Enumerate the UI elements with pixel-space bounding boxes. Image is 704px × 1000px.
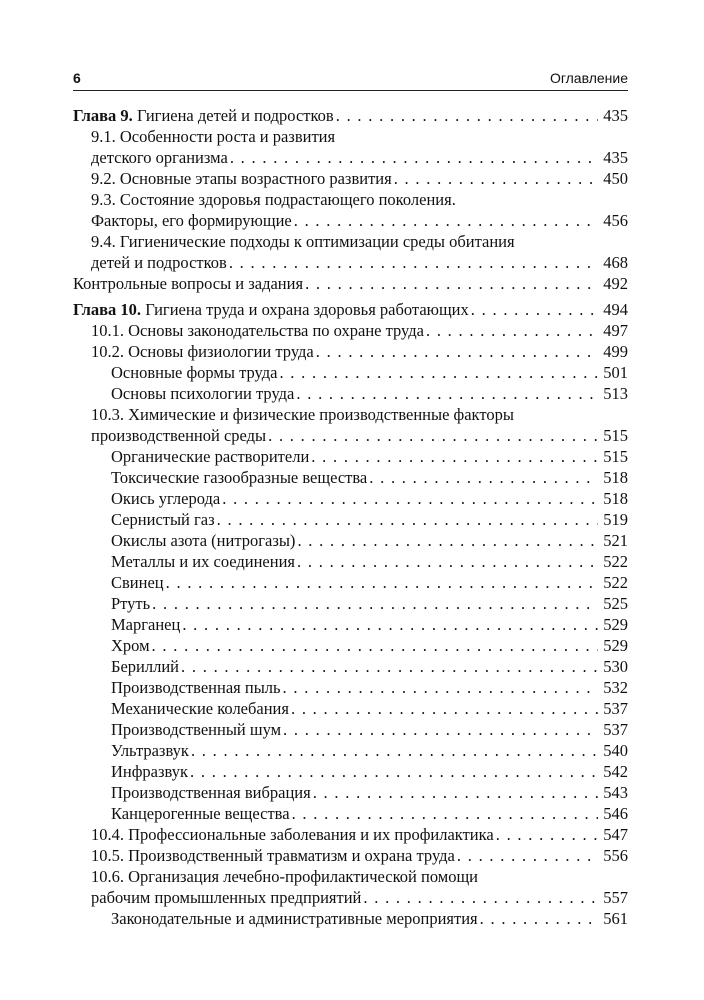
- dot-leader: [150, 593, 598, 615]
- toc-entry-title: Основные формы труда: [111, 363, 278, 382]
- toc-page-number: 456: [603, 211, 628, 230]
- toc-entry: [73, 341, 628, 363]
- chapter-label: Глава 9.: [73, 106, 133, 125]
- toc-entry-title: Бериллий: [111, 657, 180, 676]
- toc-entry: [73, 782, 628, 804]
- toc-entry: [73, 803, 628, 825]
- dot-leader: [228, 147, 598, 169]
- toc-entry-title: Токсические газообразные вещества: [111, 468, 368, 487]
- toc-page-number: 497: [603, 321, 628, 340]
- toc-entry-title: [73, 299, 469, 321]
- toc-entry-title: Инфразвук: [111, 762, 189, 781]
- toc-page-number: 556: [603, 846, 628, 865]
- toc-page-number: 547: [603, 825, 628, 844]
- toc-page-number: 494: [603, 300, 628, 319]
- toc-entry-title: Хром: [111, 636, 150, 655]
- toc-page-number: 501: [603, 363, 628, 382]
- toc-entry-title: Законодательные и административные мероприятия: [111, 909, 478, 928]
- toc-entry: [73, 635, 628, 657]
- toc-entry-title: Органические растворители: [111, 447, 310, 466]
- toc-entry-title: 9.3. Состояние здоровья подрастающего поколения.: [91, 190, 456, 209]
- toc-entry-title: Канцерогенные вещества: [111, 804, 290, 823]
- toc-entry-title: 10.5. Производственный травматизм и охрана труда: [91, 846, 455, 865]
- toc-page-number: 543: [603, 783, 628, 802]
- toc-page-number: 518: [603, 489, 628, 508]
- page-number: 6: [73, 70, 81, 86]
- toc-entry-title: Ультразвук: [111, 741, 189, 760]
- toc-entry-title: 10.6. Организация лечебно-профилактической помощи: [91, 867, 478, 886]
- toc-entry: [73, 320, 628, 342]
- toc-entry-title: рабочим промышленных предприятий: [91, 888, 362, 907]
- toc-entry-title: Окислы азота (нитрогазы): [111, 531, 296, 550]
- dot-leader: [367, 467, 598, 489]
- toc-entry: [73, 551, 628, 573]
- toc-entry-title: Механические колебания: [111, 699, 289, 718]
- toc-page-number: 546: [603, 804, 628, 823]
- toc-page-number: 537: [603, 720, 628, 739]
- toc-page-number: 521: [603, 531, 628, 550]
- toc-entry: [73, 719, 628, 741]
- dot-leader: [150, 635, 598, 657]
- toc-page-number: 499: [603, 342, 628, 361]
- toc-entry-title: 9.4. Гигиенические подходы к оптимизации среды обитания: [91, 232, 515, 251]
- toc-page-number: 513: [603, 384, 628, 403]
- toc-entry: [73, 168, 628, 190]
- toc-entry-title: Марганец: [111, 615, 181, 634]
- toc-page-number: 519: [603, 510, 628, 529]
- toc-entry-title: 10.1. Основы законодательства по охране труда: [91, 321, 424, 340]
- dot-leader: [215, 509, 598, 531]
- toc-entry-title: детского организма: [91, 148, 228, 167]
- dot-leader: [424, 320, 598, 342]
- toc-page-number: 557: [603, 888, 628, 907]
- toc-page-number: 515: [603, 426, 628, 445]
- toc-page-number: 522: [603, 552, 628, 571]
- toc-entry: [73, 362, 628, 384]
- toc-entry: [73, 383, 628, 405]
- dot-leader: [227, 252, 598, 274]
- dot-leader: [392, 168, 598, 190]
- toc-page-number: 529: [603, 636, 628, 655]
- toc-entry: [73, 467, 628, 489]
- toc-page-number: 515: [603, 447, 628, 466]
- toc-entry-title: Сернистый газ: [111, 510, 215, 529]
- dot-leader: [266, 425, 598, 447]
- dot-leader: [455, 845, 598, 867]
- toc-entry: [73, 273, 628, 295]
- toc-entry-title: 10.4. Профессиональные заболевания и их профилактика: [91, 825, 494, 844]
- toc-entry: [73, 614, 628, 636]
- dot-leader: [164, 572, 598, 594]
- dot-leader: [179, 656, 598, 678]
- toc-entry: [73, 824, 628, 846]
- dot-leader: [309, 446, 598, 468]
- dot-leader: [189, 740, 598, 762]
- toc-entry: [73, 189, 628, 211]
- dot-leader: [295, 530, 598, 552]
- toc-entry-title: Металлы и их соединения: [111, 552, 296, 571]
- dot-leader: [188, 761, 598, 783]
- toc-page-number: 537: [603, 699, 628, 718]
- chapter-label: Глава 10.: [73, 300, 142, 319]
- toc-entry: [73, 446, 628, 468]
- toc-page-number: 435: [603, 148, 628, 167]
- toc-entry: [73, 908, 628, 930]
- chapter-title: Гигиена детей и подростков: [132, 106, 334, 125]
- dot-leader: [311, 782, 598, 804]
- toc-entry-title: Контрольные вопросы и задания: [73, 274, 304, 293]
- toc-entry: [73, 488, 628, 510]
- dot-leader: [478, 908, 598, 930]
- toc-entry: [73, 572, 628, 594]
- toc-entry: [73, 698, 628, 720]
- section-title: Оглавление: [549, 70, 628, 86]
- toc-entry-title: Производственный шум: [111, 720, 282, 739]
- toc-entry-title: 10.3. Химические и физические производственные факторы: [91, 405, 514, 424]
- toc-entry-title: Ртуть: [111, 594, 151, 613]
- dot-leader: [289, 698, 598, 720]
- toc-page-number: 530: [603, 657, 628, 676]
- toc-entry-title: 9.1. Особенности роста и развития: [91, 127, 336, 146]
- dot-leader: [295, 551, 598, 573]
- toc-page-number: 529: [603, 615, 628, 634]
- dot-leader: [220, 488, 598, 510]
- toc-page-number: 522: [603, 573, 628, 592]
- toc-entry: [73, 252, 628, 274]
- toc-entry-title: производственной среды: [91, 426, 267, 445]
- toc-page-number: 532: [603, 678, 628, 697]
- toc-entry-title: Окись углерода: [111, 489, 221, 508]
- toc-entry: [73, 593, 628, 615]
- toc-page-number: 525: [603, 594, 628, 613]
- dot-leader: [314, 341, 598, 363]
- dot-leader: [281, 719, 598, 741]
- toc-entry: [73, 845, 628, 867]
- toc-entry: [73, 887, 628, 909]
- toc-entry: [73, 866, 628, 888]
- dot-leader: [277, 362, 598, 384]
- toc-entry: [73, 656, 628, 678]
- toc-entry: [73, 210, 628, 232]
- toc-entry-title: Факторы, его формирующие: [91, 211, 292, 230]
- toc-entry: [73, 231, 628, 253]
- toc-entry: [73, 761, 628, 783]
- toc-entry: [73, 677, 628, 699]
- dot-leader: [294, 383, 598, 405]
- toc-entry-title: Свинец: [111, 573, 164, 592]
- toc-page-number: 450: [603, 169, 628, 188]
- dot-leader: [494, 824, 598, 846]
- dot-leader: [292, 210, 598, 232]
- toc-entry-title: 9.2. Основные этапы возрастного развития: [91, 169, 392, 188]
- toc-page-number: 435: [603, 106, 628, 125]
- toc-entry: [73, 509, 628, 531]
- toc-entry-title: Основы психологии труда: [111, 384, 295, 403]
- toc-page-number: 542: [603, 762, 628, 781]
- toc-entry: [73, 147, 628, 169]
- toc-page-number: 492: [603, 274, 628, 293]
- toc-entry-title: Производственная вибрация: [111, 783, 311, 802]
- toc-page-number: 540: [603, 741, 628, 760]
- dot-leader: [361, 887, 598, 909]
- toc-entry: [73, 105, 628, 127]
- toc-entry: [73, 740, 628, 762]
- toc-page-number: 518: [603, 468, 628, 487]
- toc-page-number: 561: [603, 909, 628, 928]
- chapter-title: Гигиена труда и охрана здоровья работающих: [141, 300, 469, 319]
- toc-entry-title: детей и подростков: [91, 253, 227, 272]
- toc-entry: [73, 404, 628, 426]
- toc-entry-title: [73, 105, 334, 127]
- dot-leader: [469, 299, 598, 321]
- toc-entry: [73, 299, 628, 321]
- toc-entry: [73, 425, 628, 447]
- dot-leader: [290, 803, 598, 825]
- running-header: [73, 68, 628, 91]
- toc-entry: [73, 126, 628, 148]
- toc-entry-title: 10.2. Основы физиологии труда: [91, 342, 314, 361]
- toc-entry-title: Производственная пыль: [111, 678, 281, 697]
- toc-entry: [73, 530, 628, 552]
- dot-leader: [180, 614, 598, 636]
- dot-leader: [303, 273, 598, 295]
- dot-leader: [334, 105, 598, 127]
- toc-page-number: 468: [603, 253, 628, 272]
- dot-leader: [281, 677, 598, 699]
